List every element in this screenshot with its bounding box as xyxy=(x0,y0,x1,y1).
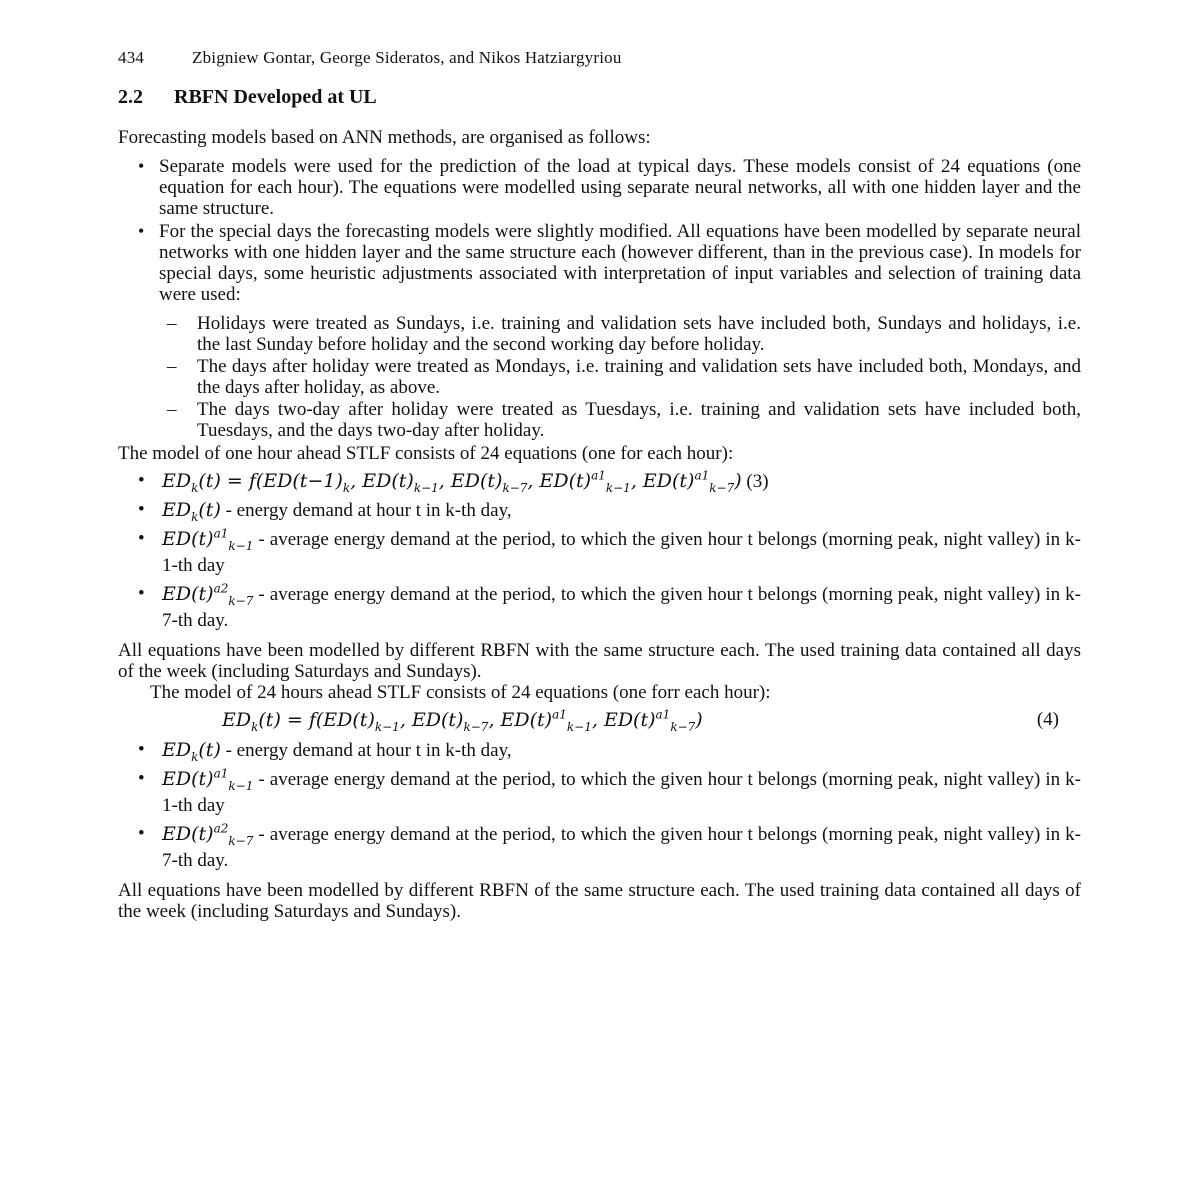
page xyxy=(118,48,1081,922)
section-title: RBFN Developed at UL xyxy=(174,86,377,108)
definition-item: • $ED_k(t)$ - energy demand at hour t in k-th day, xyxy=(138,739,512,764)
bullet-icon: • xyxy=(138,499,145,520)
definition-item: • $ED(t)^{a2}_{k-7}$ - average energy demand at the period, to which the given hour t belongs (morning peak, night valley) in k-7-th day. xyxy=(138,581,1081,631)
dash-icon: – xyxy=(167,313,177,334)
intro-paragraph: Forecasting models based on ANN methods, are organised as follows: xyxy=(118,127,651,148)
bullet-icon: • xyxy=(138,528,145,549)
model-bullet-list xyxy=(118,156,1081,441)
day-ahead-intro: The model of 24 hours ahead STLF consists of 24 equations (one forr each hour): xyxy=(150,682,771,703)
dash-list xyxy=(159,313,1081,441)
symbol: $ED(t)^{a1}_{k-1}$ xyxy=(162,766,254,793)
symbol: $ED_k(t)$ xyxy=(162,739,221,764)
one-hour-defs xyxy=(118,468,1081,634)
definition-item: • $ED(t)^{a1}_{k-1}$ - average energy demand at the period, to which the given hour t belongs (morning peak, night valley) in k-1-th day xyxy=(138,766,1081,816)
bullet-icon: • xyxy=(138,221,145,241)
bullet-icon: • xyxy=(138,156,145,176)
page-number: 434 xyxy=(118,48,145,67)
day-ahead-defs xyxy=(118,737,1081,874)
dash-icon: – xyxy=(167,399,177,420)
day-ahead-closing: All equations have been modelled by different RBFN of the same structure each. The used training data contained all days of the week (including Saturdays and Sundays). xyxy=(118,880,1081,922)
one-hour-closing: All equations have been modelled by different RBFN with the same structure each. The used training data contained all days of the week (including Saturdays and Sundays). xyxy=(118,640,1081,682)
symbol: $ED(t)^{a1}_{k-1}$ xyxy=(162,526,254,553)
definition-item: • $ED_k(t)$ - energy demand at hour t in k-th day, xyxy=(138,499,512,524)
definition-item: • $ED(t)^{a2}_{k-7}$ - average energy demand at the period, to which the given hour t belongs (morning peak, night valley) in k-7-th day. xyxy=(138,821,1081,871)
bullet-icon: • xyxy=(138,470,145,491)
section-heading xyxy=(118,86,1081,109)
bullet-icon: • xyxy=(138,739,145,760)
bullet-icon: • xyxy=(138,583,145,604)
bullet-icon: • xyxy=(138,768,145,789)
dash-icon: – xyxy=(167,356,177,377)
bullet-item: • For the special days the forecasting models were slightly modified. All equations have been modelled by separate neural networks with one hidden layer and the same structure each (however different, than in the previous case). In models for special days, some heuristic adjustments associated with interpretation of input variables and selection of training data were used: – Holidays were treated as Sundays, i.e. training and validation sets have included both, Sundays and holidays, i.e. the last Sunday before holiday and the second working day before holiday. – The days after holiday were treated as Mondays, i.e. training and validation sets have included both, Mondays, and the days after holiday, as above. – The days two-day after holiday were treated as Tuesdays, i.e. training and validation sets have included both, Tuesdays, and the days two-day after holiday. xyxy=(138,221,1081,441)
one-hour-intro: The model of one hour ahead STLF consists of 24 equations (one for each hour): xyxy=(118,443,734,464)
dash-item: – The days after holiday were treated as Mondays, i.e. training and validation sets have included both, Mondays, and the days after holiday, as above. xyxy=(167,356,1081,398)
running-header xyxy=(118,48,1081,68)
equation-3-number: (3) xyxy=(746,471,769,492)
equation-4-number: (4) xyxy=(1036,709,1059,730)
equation-4-formula: $ED_k(t) = f(ED(t)_{k-1}$, $ED(t)_{k-7}$, $ED(t)^{a1}_{k-1}$, $ED(t)^{a1}_{k-7}$) xyxy=(222,707,703,734)
definition-item: • $ED(t)^{a1}_{k-1}$ - average energy demand at the period, to which the given hour t belongs (morning peak, night valley) in k-1-th day xyxy=(138,526,1081,576)
bullet-item: • Separate models were used for the prediction of the load at typical days. These models consist of 24 equations (one equation for each hour). The equations were modelled using separate neural networks, all with one hidden layer and the same structure. xyxy=(138,156,1081,219)
authors: Zbigniew Gontar, George Sideratos, and Nikos Hatziargyriou xyxy=(192,48,622,67)
symbol: $ED_k(t)$ xyxy=(162,499,221,524)
equation-4 xyxy=(118,703,1081,737)
symbol: $ED(t)^{a2}_{k-7}$ xyxy=(162,821,254,848)
symbol: $ED(t)^{a2}_{k-7}$ xyxy=(162,581,254,608)
equation-3 xyxy=(118,468,1081,495)
dash-item: – Holidays were treated as Sundays, i.e. training and validation sets have included both, Sundays and holidays, i.e. the last Sunday before holiday and the second working day before holiday. xyxy=(167,313,1081,355)
dash-item: – The days two-day after holiday were treated as Tuesdays, i.e. training and validation sets have included both, Tuesdays, and the days two-day after holiday. xyxy=(167,399,1081,441)
equation-3-formula: $ED_k(t) = f(ED(t-1)_k$, $ED(t)_{k-1}$, $ED(t)_{k-7}$, $ED(t)^{a1}_{k-1}$, $ED(t)^{a1}_{k-7}$) xyxy=(162,468,742,495)
section-number: 2.2 xyxy=(118,86,143,108)
bullet-icon: • xyxy=(138,823,145,844)
